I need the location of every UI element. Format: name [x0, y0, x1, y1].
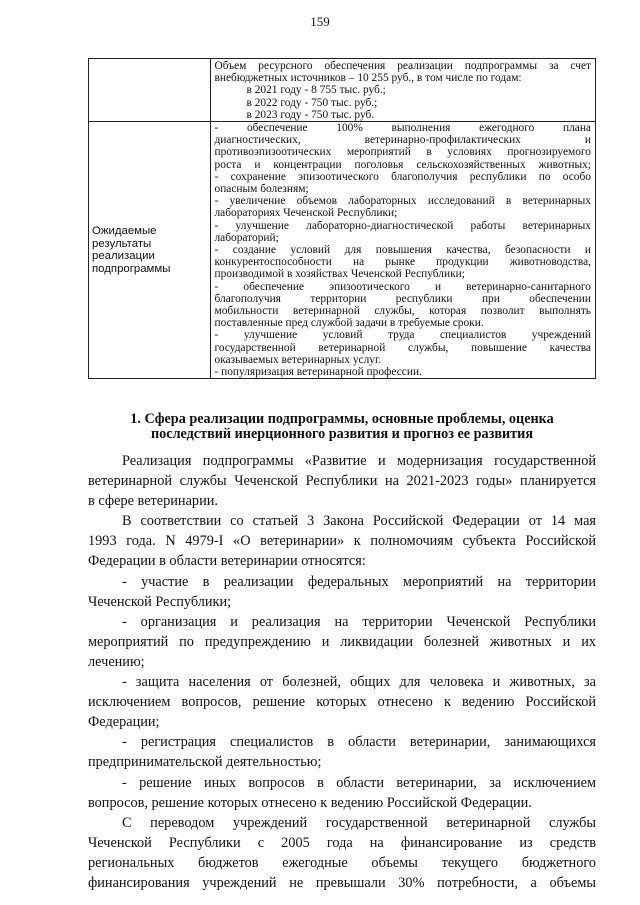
paragraph: [88, 813, 596, 893]
paragraph-line: Федерации;: [88, 714, 160, 731]
result-line: - обеспечение эпизоотического и ветеринарно-санитарного: [214, 280, 591, 293]
funding-year-line: в 2021 году - 8 755 тыс. руб.;: [246, 84, 386, 97]
funding-line: внебюджетных источников – 10 255 руб., в том числе по годам:: [214, 72, 522, 85]
result-line: - улучшение лабораторно-диагностической работы ветеринарных: [214, 219, 591, 232]
result-line: благополучия территории республики при обеспечении: [214, 292, 591, 305]
paragraph-line: 1993 года. N 4979-I «О ветеринарии» к полномочиям субъекта Российской: [88, 533, 596, 550]
result-line: оказываемых ветеринарных услуг.: [214, 353, 382, 366]
result-line: - улучшение условий труда специалистов учреждений: [214, 329, 591, 342]
paragraph: [88, 672, 596, 732]
paragraph-line: вопросов, решение которых отнесено к ведению Российской Федерации.: [88, 794, 532, 811]
paragraph-line: В соответствии со статьей 3 Закона Российской Федерации от 14 мая: [122, 513, 596, 530]
result-line: - популяризация ветеринарной профессии.: [214, 366, 422, 379]
result-line: государственной ветеринарной службы, повышение качества: [214, 341, 591, 354]
section-body: [88, 451, 596, 893]
result-line: производимой в хозяйствах Чеченской Республики;: [214, 268, 465, 281]
expected-results-label: [89, 122, 211, 379]
paragraph: [88, 732, 596, 772]
paragraph-line: - регистрация специалистов в области ветеринарии, занимающихся: [122, 734, 596, 751]
result-line: роста и концентрации поголовья сельскохозяйственных животных;: [214, 158, 591, 171]
paragraph: [88, 451, 596, 511]
paragraph: [88, 511, 596, 571]
funding-line: Объем ресурсного обеспечения реализации подпрограммы за счет: [214, 60, 591, 72]
paragraph-line: региональных бюджетов ежегодные объемы текущего бюджетного: [88, 854, 596, 871]
paragraph-line: Реализация подпрограммы «Развитие и модернизация государственной: [122, 453, 596, 469]
result-line: опасным болезням;: [214, 183, 309, 196]
result-line: противоэпизоотических мероприятий в условиях прогнозируемого: [214, 146, 591, 159]
paragraph-line: - решение иных вопросов в области ветеринарии, за исключением: [122, 774, 596, 791]
table-row: [89, 122, 596, 379]
section-1: [88, 412, 596, 893]
section-title: [88, 412, 596, 442]
paragraph-line: предпринимательской деятельностью;: [88, 754, 322, 771]
funding-text: [215, 59, 592, 121]
result-line: лабораторий;: [214, 231, 279, 244]
paragraph-line: Федерации в области ветеринарии относятся:: [88, 553, 366, 570]
table-label-cell-empty: [89, 59, 211, 122]
label-line: реализации: [92, 250, 155, 263]
result-line: конкурентоспособности на рынке продукции животноводства,: [214, 256, 591, 269]
result-line: - увеличение объемов лабораторных исследований в ветеринарных: [214, 195, 591, 208]
label-line: результаты: [92, 237, 152, 250]
result-line: диагностических, ветеринарно-профилактических и: [214, 134, 591, 147]
paragraph-line: исключением вопросов, решение которых отнесено к ведению Российской: [88, 694, 596, 711]
paragraph-line: С переводом учреждений государственной ветеринарной службы: [122, 814, 596, 831]
paragraph-line: Чеченской Республики;: [88, 593, 232, 610]
table-row: [89, 59, 596, 122]
paragraph-line: лечению;: [88, 653, 145, 670]
label-line: Ожидаемые: [92, 225, 157, 238]
paragraph: [88, 773, 596, 813]
result-line: - сохранение эпизоотического благополучия республики по особо: [214, 170, 591, 183]
section-title-line: последствий инерционного развития и прогноз ее развития: [151, 426, 533, 442]
paragraph-line: - организация и реализация на территории Чеченской Республики: [122, 613, 596, 630]
funding-cell: [210, 59, 596, 122]
paragraph-line: Чеченской Республики с 2005 года на финансирование из средств: [88, 834, 596, 851]
paragraph: [88, 572, 596, 612]
section-title-line: 1. Сфера реализации подпрограммы, основные проблемы, оценка: [130, 411, 554, 427]
result-line: - обеспечение 100% выполнения ежегодного плана: [214, 122, 591, 135]
program-passport-table: [88, 58, 596, 379]
expected-results-text: [210, 122, 596, 379]
paragraph-line: финансирования учреждений не превышали 30% потребности, а объемы: [88, 874, 596, 891]
label-line: подпрограммы: [92, 262, 171, 275]
paragraph-line: мероприятий по предупреждению и ликвидации болезней животных и их: [88, 633, 596, 650]
page-number: 159: [310, 14, 330, 29]
paragraph-line: - участие в реализации федеральных мероприятий на территории: [122, 573, 596, 590]
paragraph-line: - защита населения от болезней, общих для человека и животных, за: [122, 674, 596, 691]
result-line: - создание условий для повышения качества, безопасности и: [214, 244, 591, 257]
result-line: поставленные пред службой задачи в требуемые сроки.: [214, 317, 484, 330]
funding-year-line: в 2022 году - 750 тыс. руб.;: [246, 96, 378, 109]
result-line: лабораториях Чеченской Республики;: [214, 207, 398, 220]
paragraph: [88, 612, 596, 672]
funding-year-line: в 2023 году - 750 тыс. руб.: [246, 108, 375, 121]
paragraph-line: ветеринарной службы Чеченской Республики на 2021-2023 годы» планируется: [88, 473, 596, 490]
paragraph-line: в сфере ветеринарии.: [88, 493, 218, 510]
result-line: мобильности ветеринарной службы, которая позволит выполнять: [214, 305, 591, 318]
